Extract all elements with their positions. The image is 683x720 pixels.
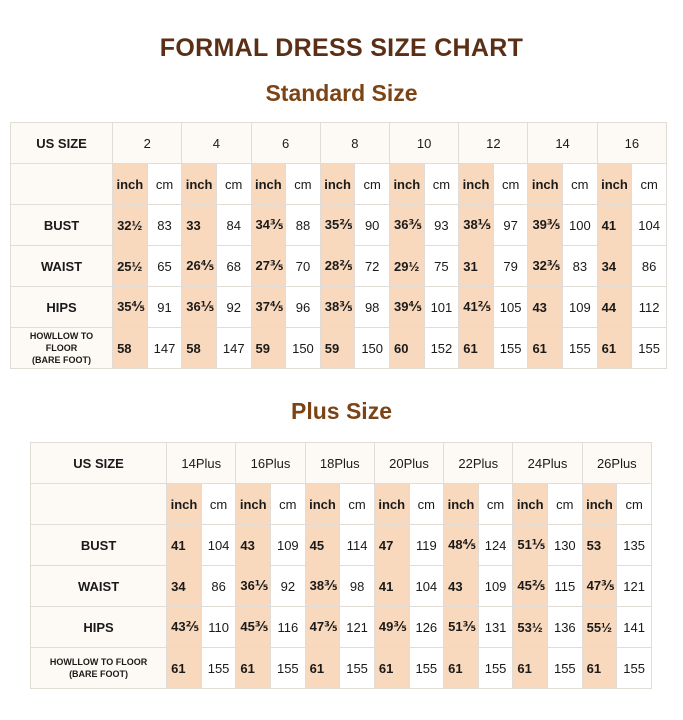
value-cm: 104 (409, 566, 444, 607)
value-cm: 112 (632, 287, 667, 328)
value-inch: 51⅗ (444, 607, 479, 648)
value-inch: 61 (305, 648, 340, 689)
value-cm: 98 (355, 287, 390, 328)
unit-inch-label: inch (597, 164, 632, 205)
unit-inch-label: inch (513, 484, 548, 525)
value-inch: 48⅘ (444, 525, 479, 566)
size-header-24plus: 24Plus (513, 443, 582, 484)
measure-label-howllow: HOWLLOW TO FLOOR (BARE FOOT) (11, 328, 113, 369)
value-cm: 91 (147, 287, 182, 328)
value-cm: 93 (424, 205, 459, 246)
value-cm: 104 (632, 205, 667, 246)
value-cm: 75 (424, 246, 459, 287)
unit-cm-label: cm (617, 484, 652, 525)
value-inch: 43⅖ (167, 607, 202, 648)
value-inch: 61 (236, 648, 271, 689)
value-inch: 58 (182, 328, 217, 369)
measure-label-bust: BUST (31, 525, 167, 566)
value-inch: 28⅖ (320, 246, 355, 287)
value-inch: 41⅖ (459, 287, 494, 328)
value-cm: 90 (355, 205, 390, 246)
value-cm: 84 (216, 205, 251, 246)
value-cm: 155 (271, 648, 306, 689)
measure-row-hips (31, 607, 652, 648)
value-cm: 86 (632, 246, 667, 287)
standard-size-title: Standard Size (265, 80, 418, 106)
unit-inch-label: inch (113, 164, 148, 205)
value-cm: 119 (409, 525, 444, 566)
value-inch: 53 (582, 525, 617, 566)
value-inch: 43 (528, 287, 563, 328)
value-cm: 147 (147, 328, 182, 369)
us-size-label: US SIZE (11, 123, 113, 164)
value-cm: 109 (271, 525, 306, 566)
unit-inch-label: inch (305, 484, 340, 525)
value-inch: 58 (113, 328, 148, 369)
unit-header-row (11, 164, 667, 205)
measure-label-hips: HIPS (11, 287, 113, 328)
unit-header-row (31, 484, 652, 525)
value-cm: 68 (216, 246, 251, 287)
value-cm: 110 (201, 607, 236, 648)
value-inch: 45⅗ (236, 607, 271, 648)
value-cm: 97 (493, 205, 528, 246)
value-inch: 43 (444, 566, 479, 607)
unit-cm-label: cm (201, 484, 236, 525)
value-cm: 116 (271, 607, 306, 648)
value-inch: 36⅗ (390, 205, 425, 246)
value-inch: 44 (597, 287, 632, 328)
value-cm: 79 (493, 246, 528, 287)
value-inch: 27⅗ (251, 246, 286, 287)
unit-cm-label: cm (548, 484, 583, 525)
size-header-26plus: 26Plus (582, 443, 651, 484)
unit-cm-label: cm (493, 164, 528, 205)
size-header-10: 10 (390, 123, 459, 164)
page-title: FORMAL DRESS SIZE CHART (159, 34, 524, 62)
value-inch: 32⅗ (528, 246, 563, 287)
unit-cm-label: cm (271, 484, 306, 525)
value-cm: 92 (216, 287, 251, 328)
value-inch: 38⅗ (305, 566, 340, 607)
size-header-6: 6 (251, 123, 320, 164)
value-inch: 61 (597, 328, 632, 369)
unit-inch-label: inch (390, 164, 425, 205)
value-inch: 36⅕ (182, 287, 217, 328)
value-inch: 39⅘ (390, 287, 425, 328)
value-cm: 83 (563, 246, 598, 287)
size-header-20plus: 20Plus (374, 443, 443, 484)
unit-inch-label: inch (236, 484, 271, 525)
measure-row-howllow (11, 328, 667, 369)
value-cm: 70 (286, 246, 321, 287)
value-cm: 109 (563, 287, 598, 328)
value-cm: 152 (424, 328, 459, 369)
unit-inch-label: inch (251, 164, 286, 205)
value-inch: 35⅖ (320, 205, 355, 246)
measure-label-waist: WAIST (11, 246, 113, 287)
measure-row-waist (31, 566, 652, 607)
value-inch: 47⅗ (305, 607, 340, 648)
value-cm: 136 (548, 607, 583, 648)
value-inch: 25½ (113, 246, 148, 287)
value-inch: 36⅕ (236, 566, 271, 607)
value-cm: 131 (478, 607, 513, 648)
value-cm: 100 (563, 205, 598, 246)
value-inch: 41 (597, 205, 632, 246)
unit-inch-label: inch (374, 484, 409, 525)
value-inch: 34⅗ (251, 205, 286, 246)
size-header-18plus: 18Plus (305, 443, 374, 484)
value-cm: 98 (340, 566, 375, 607)
value-cm: 155 (548, 648, 583, 689)
unit-inch-label: inch (582, 484, 617, 525)
value-cm: 88 (286, 205, 321, 246)
value-inch: 47⅗ (582, 566, 617, 607)
unit-inch-label: inch (167, 484, 202, 525)
value-inch: 53½ (513, 607, 548, 648)
unit-cm-label: cm (409, 484, 444, 525)
value-cm: 114 (340, 525, 375, 566)
value-inch: 49⅗ (374, 607, 409, 648)
measure-row-waist (11, 246, 667, 287)
unit-cm-label: cm (632, 164, 667, 205)
value-cm: 155 (201, 648, 236, 689)
unit-cm-label: cm (563, 164, 598, 205)
value-inch: 38⅗ (320, 287, 355, 328)
value-cm: 155 (478, 648, 513, 689)
value-cm: 101 (424, 287, 459, 328)
size-header-12: 12 (459, 123, 528, 164)
measure-row-hips (11, 287, 667, 328)
unit-inch-label: inch (320, 164, 355, 205)
unit-cm-label: cm (340, 484, 375, 525)
value-cm: 155 (409, 648, 444, 689)
value-inch: 61 (528, 328, 563, 369)
value-inch: 61 (513, 648, 548, 689)
unit-cm-label: cm (355, 164, 390, 205)
size-header-2: 2 (113, 123, 182, 164)
value-cm: 72 (355, 246, 390, 287)
value-inch: 45⅖ (513, 566, 548, 607)
value-inch: 43 (236, 525, 271, 566)
value-inch: 59 (251, 328, 286, 369)
value-cm: 121 (340, 607, 375, 648)
value-inch: 33 (182, 205, 217, 246)
value-cm: 65 (147, 246, 182, 287)
value-cm: 155 (617, 648, 652, 689)
size-header-14: 14 (528, 123, 597, 164)
value-inch: 41 (374, 566, 409, 607)
unit-inch-label: inch (528, 164, 563, 205)
size-header-16: 16 (597, 123, 666, 164)
value-inch: 26⅘ (182, 246, 217, 287)
us-size-label: US SIZE (31, 443, 167, 484)
value-inch: 60 (390, 328, 425, 369)
value-cm: 150 (286, 328, 321, 369)
measure-row-howllow (31, 648, 652, 689)
value-inch: 34 (597, 246, 632, 287)
value-cm: 109 (478, 566, 513, 607)
value-inch: 61 (582, 648, 617, 689)
value-inch: 32½ (113, 205, 148, 246)
measure-label-waist: WAIST (31, 566, 167, 607)
value-cm: 155 (493, 328, 528, 369)
unit-cm-label: cm (286, 164, 321, 205)
value-cm: 96 (286, 287, 321, 328)
unit-header-blank (11, 164, 113, 205)
value-inch: 61 (374, 648, 409, 689)
size-header-16plus: 16Plus (236, 443, 305, 484)
value-inch: 35⅘ (113, 287, 148, 328)
value-inch: 55½ (582, 607, 617, 648)
unit-cm-label: cm (424, 164, 459, 205)
value-inch: 61 (167, 648, 202, 689)
value-inch: 41 (167, 525, 202, 566)
value-cm: 86 (201, 566, 236, 607)
value-inch: 34 (167, 566, 202, 607)
unit-cm-label: cm (216, 164, 251, 205)
size-header-8: 8 (320, 123, 389, 164)
value-cm: 92 (271, 566, 306, 607)
size-header-4: 4 (182, 123, 251, 164)
value-inch: 39⅗ (528, 205, 563, 246)
value-inch: 38⅕ (459, 205, 494, 246)
plus-size-table (30, 442, 652, 689)
size-header-row (11, 123, 667, 164)
value-cm: 105 (493, 287, 528, 328)
value-cm: 147 (216, 328, 251, 369)
size-header-row (31, 443, 652, 484)
measure-row-bust (31, 525, 652, 566)
value-inch: 31 (459, 246, 494, 287)
value-cm: 115 (548, 566, 583, 607)
value-inch: 59 (320, 328, 355, 369)
plus-size-title: Plus Size (291, 398, 392, 424)
standard-size-table (10, 122, 667, 369)
value-inch: 47 (374, 525, 409, 566)
size-header-22plus: 22Plus (444, 443, 513, 484)
value-inch: 29½ (390, 246, 425, 287)
value-inch: 37⅘ (251, 287, 286, 328)
value-cm: 141 (617, 607, 652, 648)
value-cm: 155 (563, 328, 598, 369)
unit-cm-label: cm (478, 484, 513, 525)
value-cm: 126 (409, 607, 444, 648)
unit-inch-label: inch (459, 164, 494, 205)
value-inch: 45 (305, 525, 340, 566)
value-cm: 83 (147, 205, 182, 246)
value-cm: 121 (617, 566, 652, 607)
unit-cm-label: cm (147, 164, 182, 205)
unit-header-blank (31, 484, 167, 525)
unit-inch-label: inch (444, 484, 479, 525)
value-cm: 135 (617, 525, 652, 566)
measure-label-howllow: HOWLLOW TO FLOOR (BARE FOOT) (31, 648, 167, 689)
measure-label-bust: BUST (11, 205, 113, 246)
value-inch: 51⅕ (513, 525, 548, 566)
measure-row-bust (11, 205, 667, 246)
unit-inch-label: inch (182, 164, 217, 205)
value-cm: 155 (340, 648, 375, 689)
value-inch: 61 (459, 328, 494, 369)
value-cm: 130 (548, 525, 583, 566)
value-cm: 155 (632, 328, 667, 369)
value-cm: 124 (478, 525, 513, 566)
value-cm: 150 (355, 328, 390, 369)
measure-label-hips: HIPS (31, 607, 167, 648)
size-header-14plus: 14Plus (167, 443, 236, 484)
value-inch: 61 (444, 648, 479, 689)
value-cm: 104 (201, 525, 236, 566)
